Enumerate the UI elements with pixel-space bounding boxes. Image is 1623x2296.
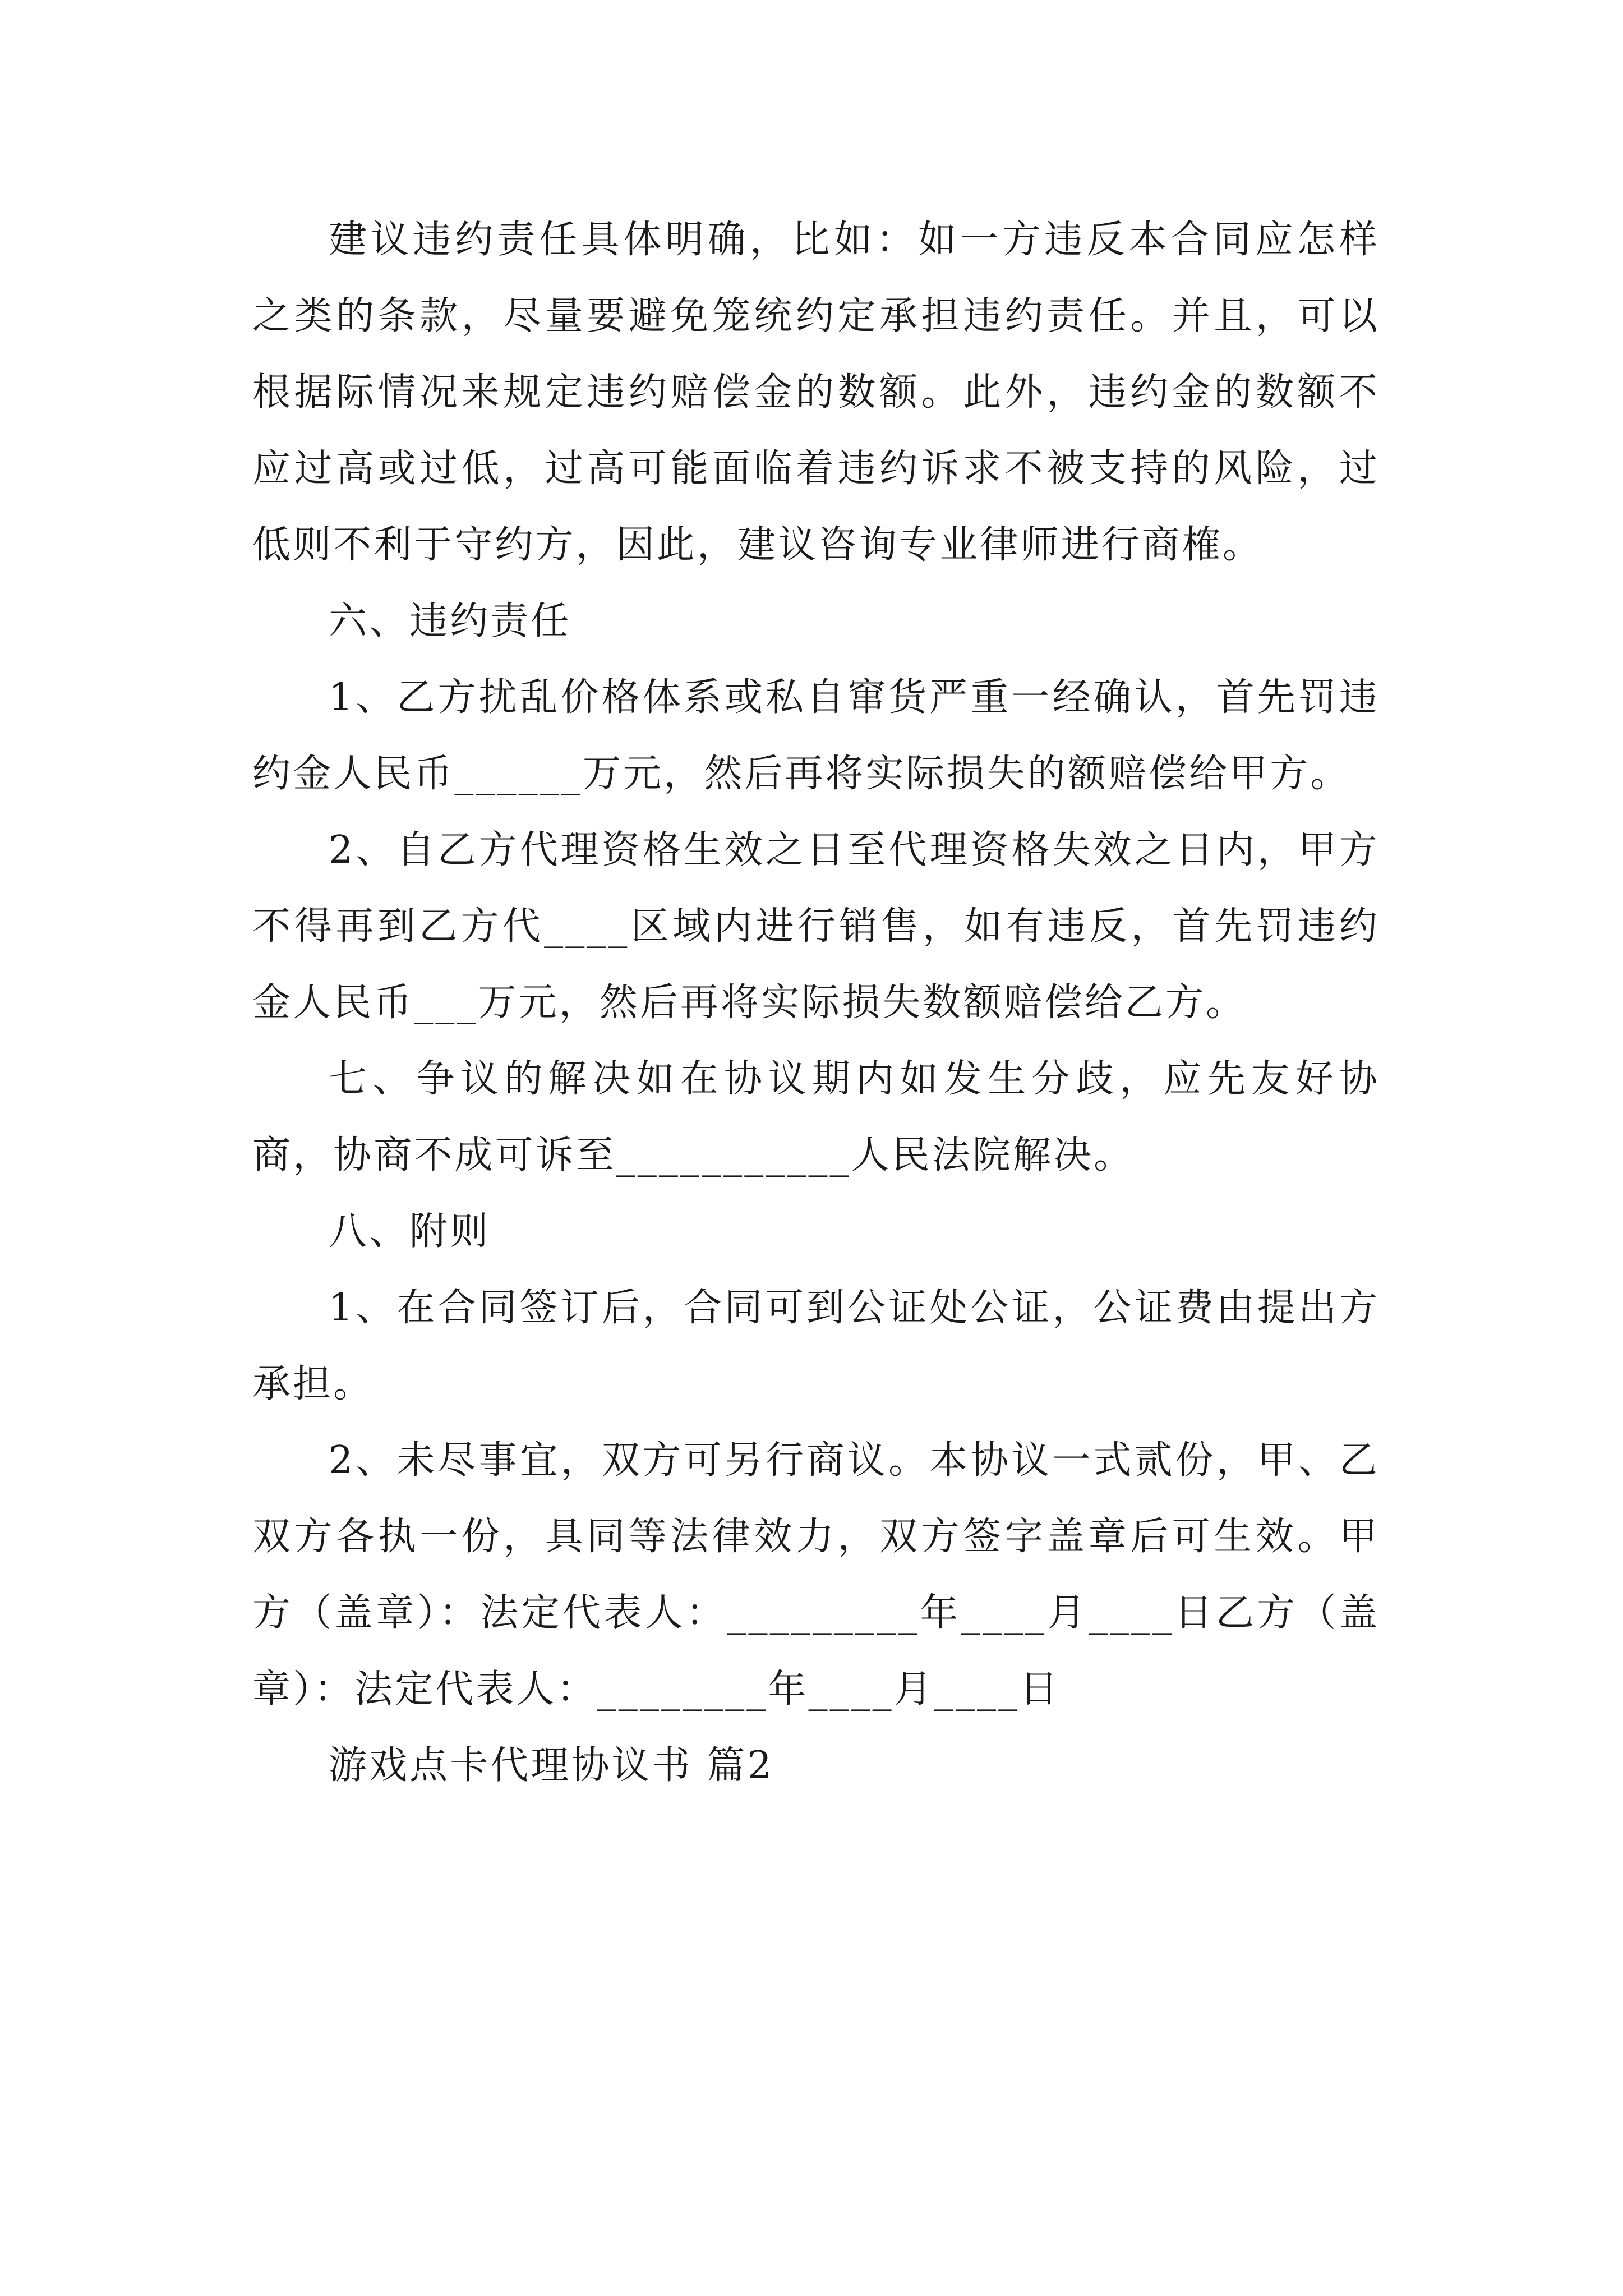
clause-8-1: 1、在合同签订后，合同可到公证处公证，公证费由提出方承担。	[252, 1286, 1380, 1406]
next-document-title: 游戏点卡代理协议书 篇2	[329, 1743, 774, 1788]
clause-6-1: 1、乙方扰乱价格体系或私自窜货严重一经确认，首先罚违约金人民币______万元，然后再将实际损失的额赔偿给甲方。	[252, 675, 1380, 796]
section-dispute-resolution: 七、争议的解决如在协议期内如发生分歧，应先友好协商，协商不成可诉至___________人民法院解决。	[252, 1057, 1380, 1177]
clause-6-2: 2、自乙方代理资格生效之日至代理资格失效之日内，甲方不得再到乙方代____区域内进行销售，如有违反，首先罚违约金人民币___万元，然后再将实际损失数额赔偿给乙方。	[252, 828, 1380, 1025]
clause-8-2-signature: 2、未尽事宜，双方可另行商议。本协议一式贰份，甲、乙双方各执一份，具同等法律效力，双方签字盖章后可生效。甲方（盖章）：法定代表人：_________年____月____日乙方（盖章）：法定代表人：________年____月____日	[252, 1438, 1380, 1711]
paragraph-liability-advice: 建议违约责任具体明确，比如：如一方违反本合同应怎样之类的条款，尽量要避免笼统约定承担违约责任。并且，可以根据际情况来规定违约赔偿金的数额。此外，违约金的数额不应过高或过低，过高可能面临着违约诉求不被支持的风险，过低则不利于守约方，因此，建议咨询专业律师进行商榷。	[252, 218, 1380, 567]
section-heading-breach-liability: 六、违约责任	[329, 599, 571, 643]
section-heading-supplementary: 八、附则	[329, 1209, 491, 1254]
document-page	[252, 202, 1380, 1804]
